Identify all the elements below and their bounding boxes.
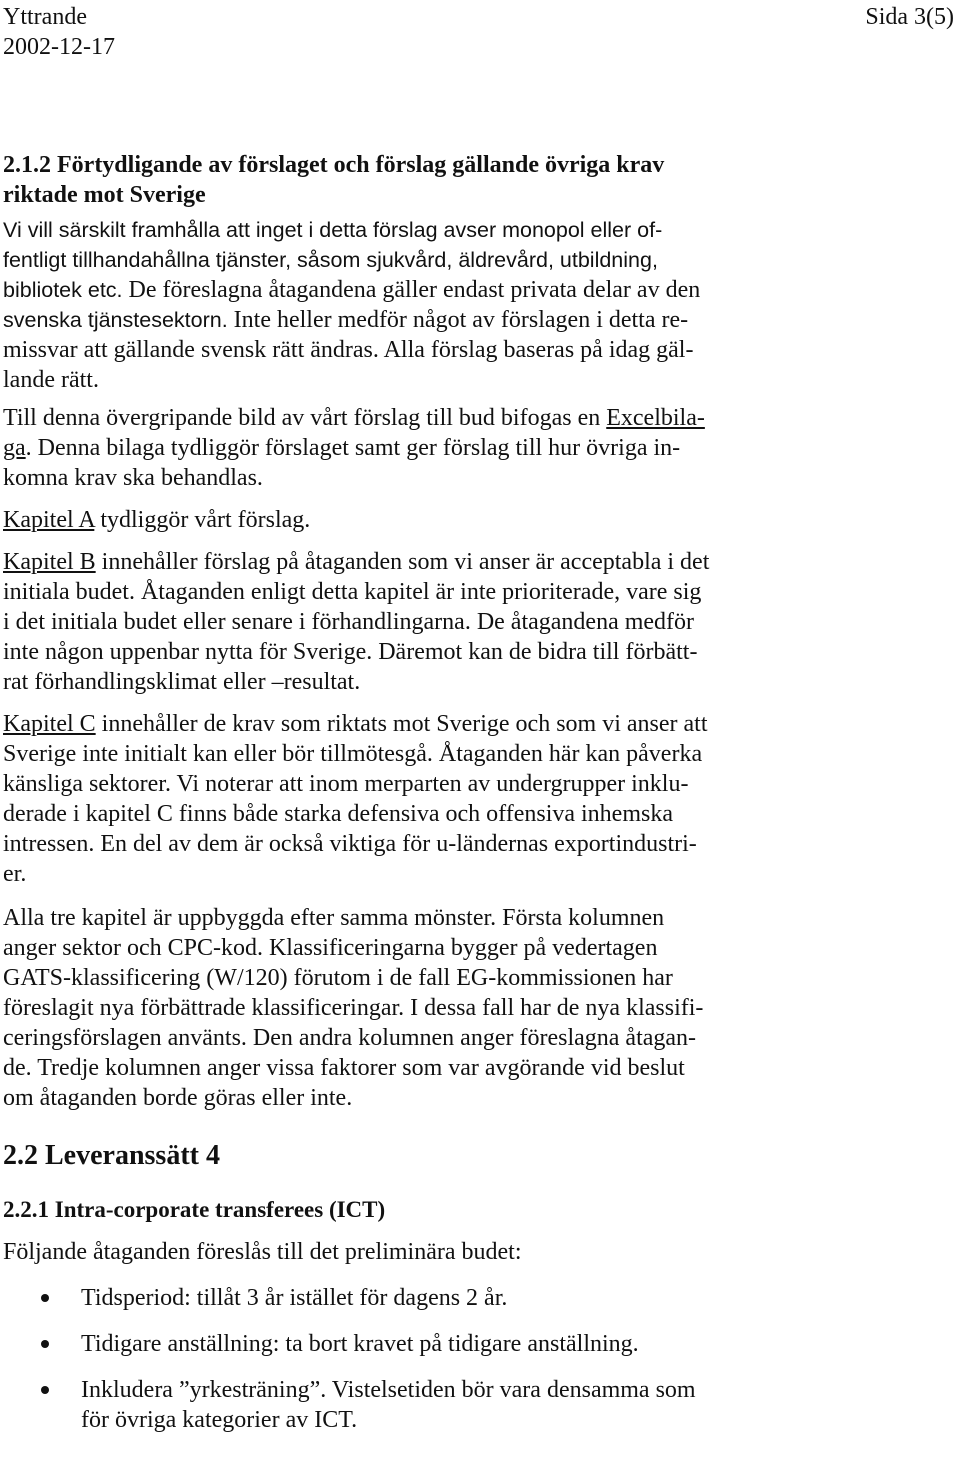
text-segment: . Denna bilaga tydliggör förslaget samt ger förslag till hur övriga in- [25, 435, 681, 461]
text-line: anger sektor och CPC-kod. Klassificeringarna bygger på vedertagen [3, 935, 658, 961]
text-line: om åtaganden borde göras eller inte. [3, 1085, 353, 1111]
paragraph-excel-attachment [3, 403, 793, 493]
bullet-icon [41, 1340, 49, 1348]
section-heading-2-2: 2.2 Leveranssätt 4 [3, 1140, 220, 1171]
excel-attachment-link[interactable]: Excelbila- [606, 405, 705, 431]
text-line: rat förhandlingsklimat eller –resultat. [3, 669, 361, 695]
heading-line: 2.1.2 Förtydligande av förslaget och förslag gällande övriga krav [3, 152, 665, 178]
document-type: Yttrande [3, 4, 87, 30]
paragraph-monopoly [3, 215, 793, 395]
list-item-text: Inkludera ”yrkesträning”. Vistelsetiden bör vara densamma som [81, 1377, 696, 1403]
text-line: intressen. En del av dem är också viktiga för u-ländernas exportindustri- [3, 831, 697, 857]
paragraph-chapter-c [3, 709, 793, 889]
section-heading-2-1-2 [3, 150, 793, 210]
document-body [3, 150, 793, 1435]
page-number: Sida 3(5) [865, 4, 954, 30]
text-line: inte någon uppenbar nytta för Sverige. Däremot kan de bidra till förbätt- [3, 639, 698, 665]
text-segment: bibliotek etc. [3, 278, 123, 302]
excel-attachment-link[interactable]: ga [3, 435, 26, 461]
text-segment: innehåller förslag på åtaganden som vi anser är acceptabla i det [95, 549, 710, 575]
list-item-text: Tidigare anställning: ta bort kravet på tidigare anställning. [81, 1331, 639, 1357]
list-item-text: för övriga kategorier av ICT. [81, 1407, 358, 1433]
text-line: Sverige inte initialt kan eller bör tillmötesgå. Åtaganden här kan påverka [3, 741, 703, 767]
chapter-b-link[interactable]: Kapitel B [3, 549, 96, 575]
list-item-text: Tidsperiod: tillåt 3 år istället för dagens 2 år. [81, 1285, 508, 1311]
document-date: 2002-12-17 [3, 34, 115, 60]
text-line: känsliga sektorer. Vi noterar att inom merparten av undergrupper inklu- [3, 771, 689, 797]
text-segment: Till denna övergripande bild av vårt förslag till bud bifogas en [3, 405, 607, 431]
list-item [3, 1375, 793, 1435]
text-segment: tydliggör vårt förslag. [94, 507, 311, 533]
text-line: föreslagit nya förbättrade klassificeringar. I dessa fall har de nya klassifi- [3, 995, 704, 1021]
heading-line: riktade mot Sverige [3, 182, 206, 208]
chapter-c-link[interactable]: Kapitel C [3, 711, 96, 737]
paragraph-chapter-structure [3, 903, 793, 1113]
text-line: missvar att gällande svensk rätt ändras. Alla förslag baseras på idag gäl- [3, 337, 694, 363]
text-line: Vi vill särskilt framhålla att inget i detta förslag avser monopol eller of- [3, 218, 663, 242]
text-line: er. [3, 861, 27, 887]
text-line: ceringsförslagen använts. Den andra kolumnen anger föreslagna åtagan- [3, 1025, 697, 1051]
text-line: lande rätt. [3, 367, 99, 393]
text-line: derade i kapitel C finns både starka defensiva och offensiva inhemska [3, 801, 673, 827]
text-segment: innehåller de krav som riktats mot Sverige och som vi anser att [95, 711, 708, 737]
text-line: de. Tredje kolumnen anger vissa faktorer som var avgörande vid beslut [3, 1055, 685, 1081]
ict-proposal-list [3, 1283, 793, 1435]
text-line: GATS-klassificering (W/120) förutom i de fall EG-kommissionen har [3, 965, 673, 991]
section-heading-2-2-1: 2.2.1 Intra-corporate transferees (ICT) [3, 1197, 386, 1222]
bullet-icon [41, 1386, 49, 1394]
paragraph-chapter-b [3, 547, 793, 697]
bullet-icon [41, 1294, 49, 1302]
text-segment: De föreslagna åtagandena gäller endast privata delar av den [122, 277, 701, 303]
paragraph-ict-intro: Följande åtaganden föreslås till det preliminära budet: [3, 1239, 522, 1265]
paragraph-chapter-a [3, 505, 793, 535]
text-line: initiala budet. Åtaganden enligt detta kapitel är inte prioriterade, vare sig [3, 579, 702, 605]
text-line: komna krav ska behandlas. [3, 465, 263, 491]
page-header-left [3, 2, 115, 62]
text-line: i det initiala budet eller senare i förhandlingarna. De åtagandena medför [3, 609, 695, 635]
chapter-a-link[interactable]: Kapitel A [3, 507, 95, 533]
text-line: fentligt tillhandahållna tjänster, såsom sjukvård, äldrevård, utbildning, [3, 248, 658, 272]
list-item [3, 1283, 793, 1313]
text-line: Alla tre kapitel är uppbyggda efter samma mönster. Första kolumnen [3, 905, 665, 931]
text-segment: svenska tjänstesektorn. [3, 308, 228, 332]
text-segment: Inte heller medför något av förslagen i detta re- [227, 307, 689, 333]
list-item [3, 1329, 793, 1359]
